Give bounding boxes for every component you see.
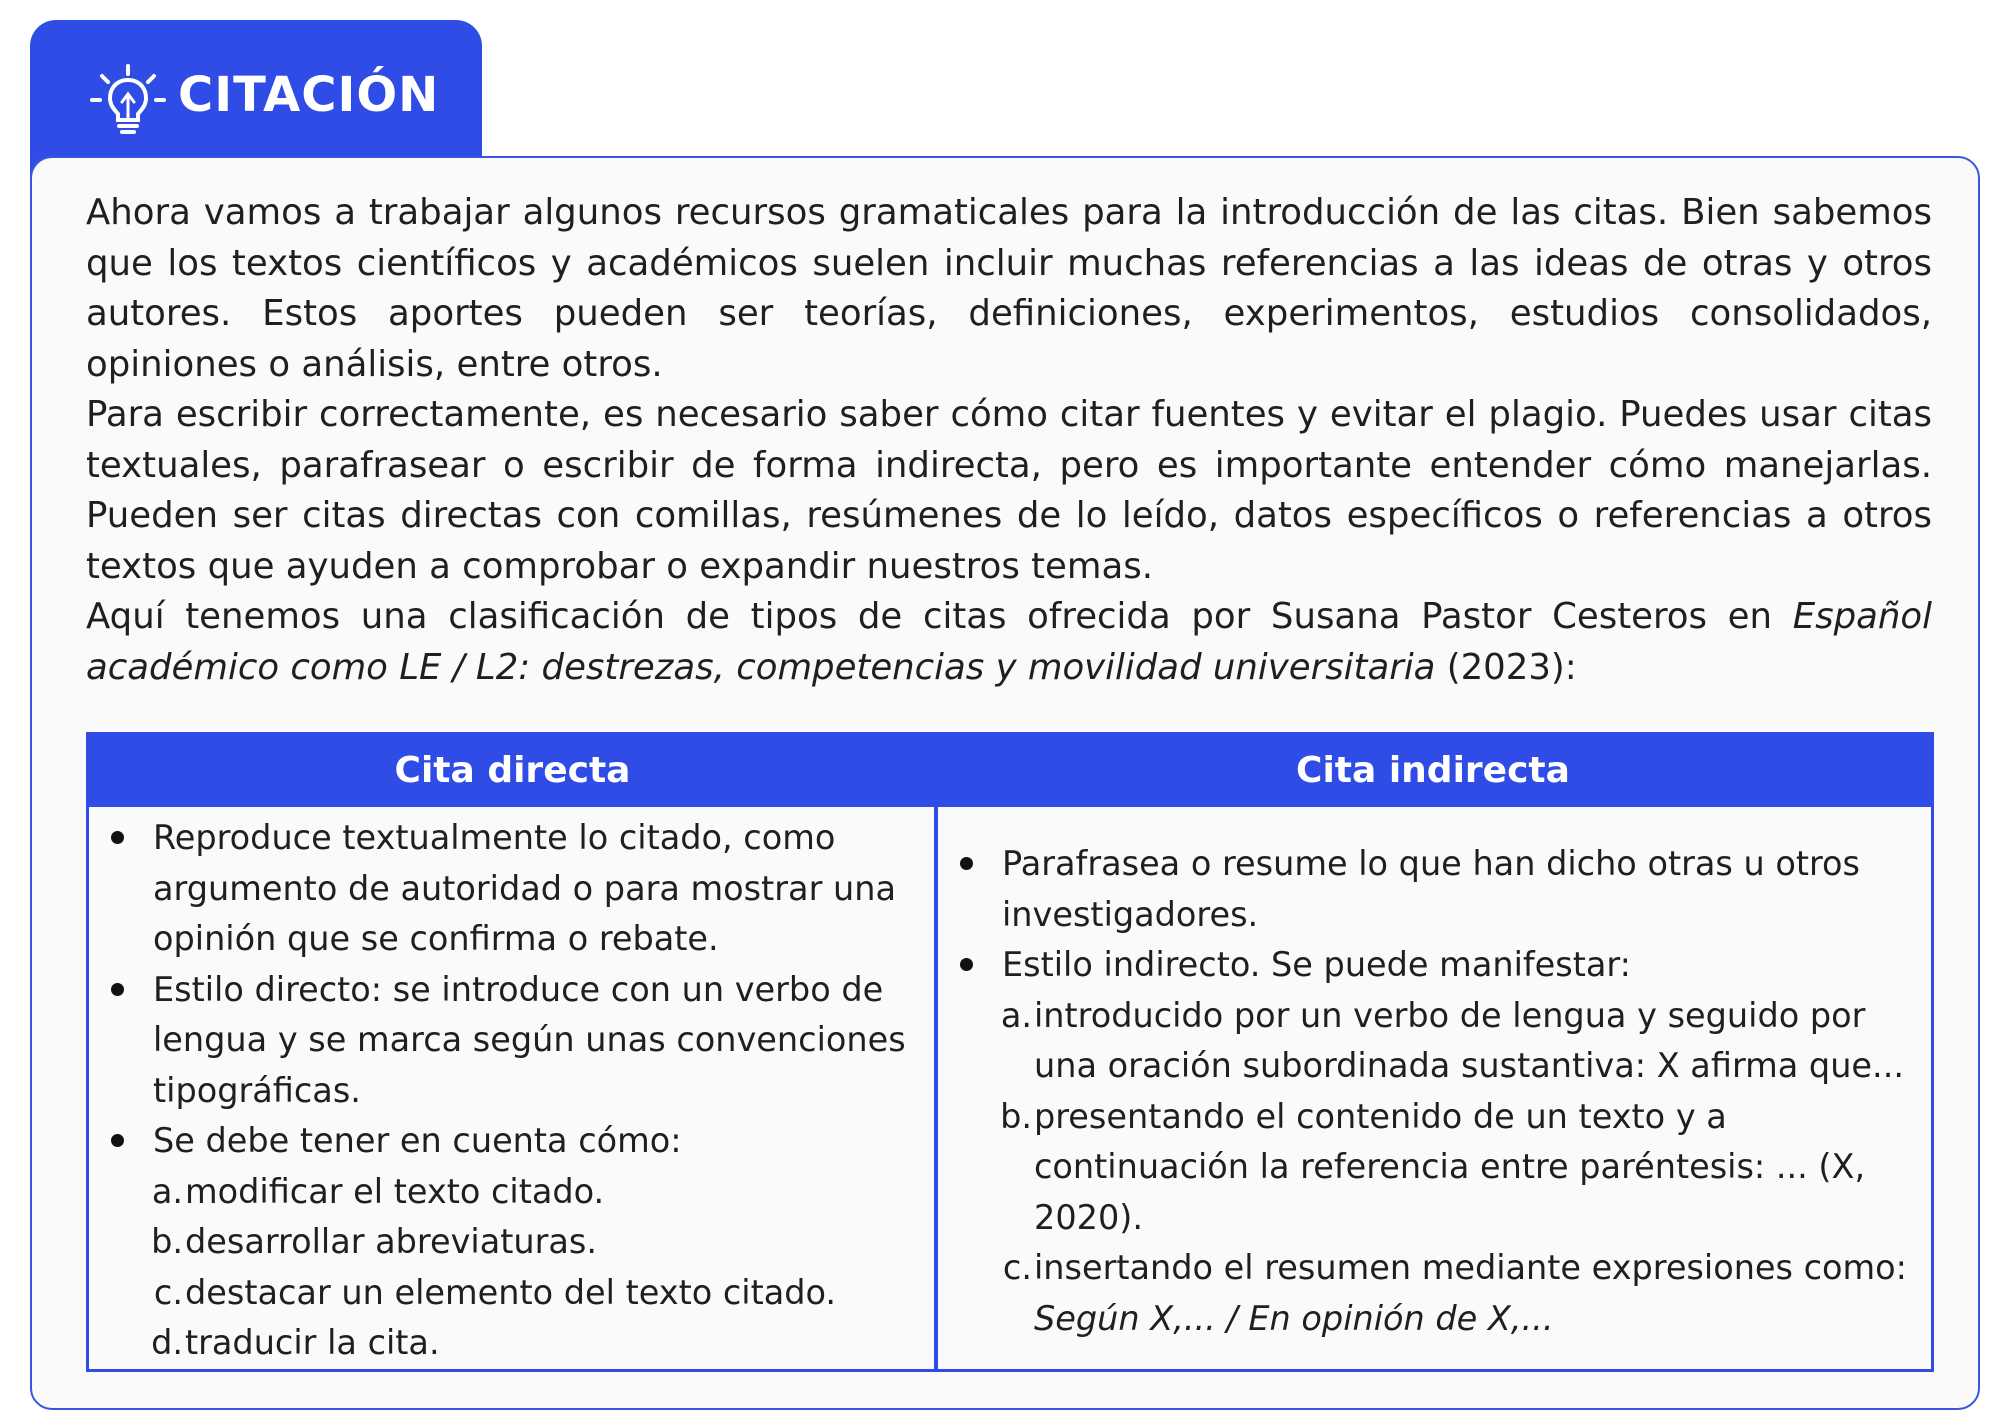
bullet-icon (111, 831, 124, 844)
intro-paragraph-3-end: (2023): (1435, 646, 1577, 688)
lightbulb-icon (88, 62, 168, 142)
list-item (89, 1116, 934, 1369)
sub-list-text: introducido por un verbo de lengua y seguido por una oración subordinada sustantiva: X afirma que... (1034, 995, 1904, 1085)
list-item-text: Parafrasea o resume lo que han dicho otras u otros investigadores. (1002, 844, 1860, 934)
sub-list-item (121, 1167, 934, 1218)
intro-paragraph-2: Para escribir correctamente, es necesario saber cómo citar fuentes y evitar el plagio. Puedes usar citas textuales, parafrasear o escribir de forma indirecta, pero es importante entender cómo manejarlas. Pueden ser citas directas con comillas, resúmenes de lo leído, datos específicos o referencias a otros textos que ayuden a comprobar o expandir nuestros temas. (86, 394, 1932, 587)
sub-list-item (121, 1318, 934, 1369)
sub-list-text: modificar el texto citado. (185, 1171, 605, 1211)
direct-citation-column (89, 807, 934, 1369)
intro-paragraph-1: Ahora vamos a trabajar algunos recursos gramaticales para la introducción de las citas. Bien sabemos que los textos científicos y académicos suelen incluir muchas referencias a las ideas de otras y otros autores. Estos aportes pueden ser teorías, definiciones, experimentos, estudios consolidados, opiniones o análisis, entre otros. (86, 192, 1932, 385)
page-title: CITACIÓN (178, 67, 440, 123)
table-header (89, 735, 1931, 807)
list-item (938, 839, 1928, 940)
sub-list-italic-text: Según X,... / En opinión de X,... (1034, 1298, 1554, 1338)
sub-list-marker: c. (1002, 1248, 1032, 1287)
sub-list-text: destacar un elemento del texto citado. (185, 1272, 837, 1312)
sub-list-text: desarrollar abreviaturas. (185, 1222, 598, 1261)
sub-list-text: insertando el resumen mediante expresiones como: (1034, 1248, 1907, 1287)
sub-list (1002, 991, 1928, 1345)
sub-list-item (970, 1243, 1928, 1344)
bullet-icon (960, 857, 973, 870)
content-card (30, 156, 1980, 1410)
bullet-icon (111, 983, 124, 996)
header-direct-citation: Cita directa (394, 750, 631, 791)
sub-list-item (121, 1268, 934, 1319)
list-item (89, 965, 934, 1117)
sub-list-item (970, 991, 1928, 1092)
book-title: Español académico como LE / L2: destrezas, competencias y movilidad universitaria (86, 596, 1932, 688)
bullet-icon (111, 1134, 124, 1147)
intro-paragraph-3 (86, 592, 1932, 693)
list-item-text: Estilo directo: se introduce con un verbo de lengua y se marca según unas convenciones tipográficas. (153, 969, 906, 1110)
sub-list-text: traducir la cita. (185, 1323, 440, 1362)
sub-list-text: presentando el contenido de un texto y a continuación la referencia entre paréntesis: ... (X, 2020). (1034, 1096, 1866, 1237)
list-item-text: Estilo indirecto. Se puede manifestar: (1002, 945, 1631, 984)
intro-text (86, 188, 1932, 693)
sub-list-marker: c. (153, 1272, 183, 1312)
bullet-icon (960, 958, 973, 971)
sub-list-marker: a. (1000, 995, 1032, 1035)
list-item-text: Reproduce textualmente lo citado, como argumento de autoridad o para mostrar una opinión que se confirma o rebate. (153, 818, 896, 958)
citation-types-table (86, 732, 1934, 1372)
sub-list (153, 1167, 934, 1369)
sub-list-marker: b. (1000, 1096, 1032, 1136)
intro-paragraph-3-start: Aquí tenemos una clasificación de tipos de citas ofrecida por Susana Pastor Cesteros en (86, 596, 1793, 637)
list-item-text: Se debe tener en cuenta cómo: (153, 1121, 682, 1160)
list-item (89, 813, 934, 965)
sub-list-item (121, 1217, 934, 1268)
indirect-citation-column (938, 807, 1928, 1344)
sub-list-marker: b. (151, 1222, 183, 1261)
sub-list-marker: d. (151, 1323, 183, 1362)
sub-list-marker: a. (151, 1171, 183, 1211)
list-item (938, 940, 1928, 1344)
sub-list-item (970, 1092, 1928, 1244)
header-indirect-citation: Cita indirecta (1296, 750, 1570, 791)
